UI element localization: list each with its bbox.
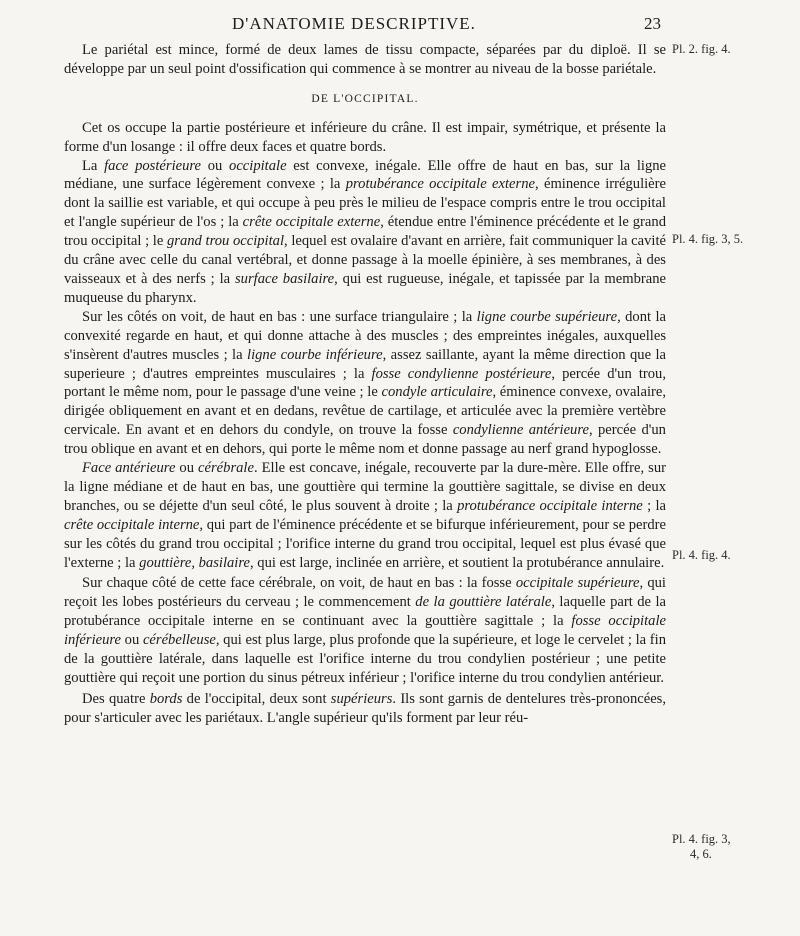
paragraph: Sur chaque côté de cette face cérébrale, on voit, de haut en bas : la fosse occipitale supérieure, qui reçoit les lobes postérieurs du cerveau ; le commencement de la gouttière latérale, laquelle part de la protubérance occipitale interne en se continuant avec la gouttière sagittale ; la fosse occipitale inférieure ou cérébelleuse, qui est plus large, plus profonde que la supérieure, et loge le cervelet ; la fin de la gouttière latérale, dans laquelle est l'orifice interne du trou condylien postérieur ; une petite gouttière qui reçoit une portion du sinus pétreux inférieur ; l'orifice interne du trou condylien antérieur.: [64, 575, 667, 686]
italic-term: protubérance occipitale interne: [457, 497, 643, 514]
paragraph: Face antérieure ou cérébrale. Elle est concave, inégale, recouverte par la dure-mère. Elle offre, sur la ligne médiane et de haut en bas, une gouttière qui termine la gouttière sagittale, se divise en deux branches, ou se déjette d'un seul côté, le plus souvent à droite ; la protubérance occipitale interne ; la crête occipitale interne, qui part de l'éminence précédente et se bifurque inférieurement, pour se perdre sur les côtés du grand trou occipital ; l'orifice interne du grand trou occipital, lequel est plus évasé que l'externe ; la gouttière, basilaire, qui est large, inclinée en arrière, et soutient la protubérance annulaire.: [64, 460, 666, 571]
body-text: [64, 41, 666, 728]
margin-note: Pl. 4. fig. 3, 5.: [672, 232, 744, 246]
paragraph: La face postérieure ou occipitale est convexe, inégale. Elle offre de haut en bas, sur la ligne médiane, une surface légèrement convexe ; la protubérance occipitale externe, éminence irrégulière dont la saillie est variable, et qui occupe à peu près le milieu de l'espace compris entre le trou occipital et l'angle supérieur de l'os ; la crête occipitale externe, étendue entre l'éminence précédente et le grand trou occipital ; le grand trou occipital, lequel est ovalaire d'avant en arrière, fait communiquer la cavité du crâne avec celle du canal vertébral, et donne passage à la moelle épinière, à ses membranes, à des vaisseaux et à des nerfs ; la surface basilaire, qui est rugueuse, inégale, et tapissée par la membrane muqueuse du pharynx.: [64, 157, 667, 306]
paragraph: Des quatre bords de l'occipital, deux sont supérieurs. Ils sont garnis de dentelures très-prononcées, pour s'articuler avec les pariétaux. L'angle supérieur qu'ils forment par leur réu-: [64, 690, 666, 726]
italic-term: bords: [149, 690, 183, 707]
italic-term: grand trou occipital: [166, 233, 285, 250]
italic-term: surface basilaire: [234, 270, 335, 287]
page-number: 23: [644, 14, 661, 33]
section-heading: DE L'OCCIPITAL.: [311, 92, 419, 105]
italic-term: occipitale supérieure: [515, 575, 640, 592]
paragraph: Cet os occupe la partie postérieure et inférieure du crâne. Il est impair, symétrique, et présente la forme d'un losange : il offre deux faces et quatre bords.: [64, 119, 666, 155]
paragraph: Le pariétal est mince, formé de deux lames de tissu compacte, séparées par du diploë. Il se développe par un seul point d'ossification qui commence à se montrer au niveau de la bosse pariétale.: [64, 42, 666, 77]
italic-term: face postérieure: [104, 157, 202, 174]
italic-term: condylienne antérieure: [452, 422, 589, 439]
italic-term: crête occipitale externe: [242, 214, 381, 231]
paragraph: Sur les côtés on voit, de haut en bas : une surface triangulaire ; la ligne courbe supérieure, dont la convexité regarde en haut, et qui donne attache à des muscles ; des empreintes inégales, auxquelles s'insèrent d'autres muscles ; la ligne courbe inférieure, assez saillante, ayant la même direction que la superieure ; d'autres empreintes musculaires ; la fosse condylienne postérieure, percée d'un trou, portant le même nom, pour le passage d'une veine ; le condyle articulaire, éminence convexe, ovalaire, dirigée obliquement en avant et en dedans, revêtue de cartilage, et articulée avec la première vertèbre cervicale. En avant et en dehors du condyle, on trouve la fosse condylienne antérieure, percée d'un trou oblique en avant et en dehors, qui porte le même nom et donne passage au nerf grand hypoglosse.: [64, 308, 667, 458]
italic-term: ligne courbe supérieure: [476, 308, 618, 325]
italic-term: ligne courbe inférieure: [247, 346, 383, 363]
running-title: D'ANATOMIE DESCRIPTIVE.: [232, 14, 476, 33]
italic-term: condyle articulaire: [381, 384, 493, 401]
italic-term: crête occipitale interne: [64, 516, 200, 533]
page-header: [0, 14, 800, 38]
italic-term: fosse occipitale inférieure: [64, 613, 666, 649]
italic-term: gouttière, basilaire: [139, 554, 250, 571]
italic-term: fosse condylienne postérieure: [371, 365, 552, 382]
margin-note: Pl. 4. fig. 3,: [672, 832, 731, 846]
italic-term: protubérance occipitale externe: [345, 176, 535, 193]
margin-note: Pl. 4. fig. 4.: [672, 548, 731, 562]
italic-term: Face antérieure: [82, 460, 176, 477]
italic-term: cérébrale: [198, 460, 254, 477]
italic-term: supérieurs: [330, 690, 393, 707]
italic-term: cérébelleuse: [142, 632, 216, 649]
italic-term: de la gouttière latérale: [415, 594, 552, 611]
italic-term: occipitale: [229, 157, 287, 174]
margin-note: 4, 6.: [690, 847, 712, 861]
margin-note: Pl. 2. fig. 4.: [672, 42, 731, 56]
